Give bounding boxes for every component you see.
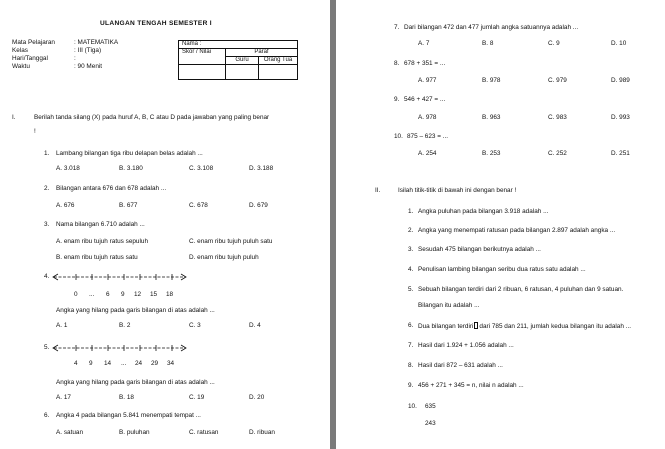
cursor-box-icon [474,322,478,329]
q1-option-c: C. 3.108 [189,165,214,172]
s2-q8-text: Hasil dari 872 – 631 adalah ... [418,362,503,369]
q5-option-a: A. 17 [56,394,71,401]
field-label-date: Hari/Tanggal [12,55,48,62]
q8-text: 678 + 351 = ... [404,60,446,67]
q1-option-a: A. 3.018 [56,165,80,172]
page-left [0,0,330,449]
q1-number: 1. [44,150,50,157]
q6-option-c: C. ratusan [189,429,219,436]
s2-q4-number: 4. [408,266,414,273]
q6-option-b: B. puluhan [119,429,150,436]
q6-option-a: A. satuan [56,429,84,436]
q9-option-a: A. 978 [418,114,437,121]
q10-option-b: B. 253 [482,150,501,157]
q6-text: Angka 4 pada bilangan 5.841 menempati tempat ... [56,412,201,419]
s2-q3-text: Sesudah 475 bilangan berikutnya adalah ... [418,246,541,253]
q2-option-b: B. 677 [119,202,138,209]
q5-nl-label-7: 34 [167,360,175,367]
s2-q4-text: Penulisan lambing bilangan seribu dua ratus satu adalah ... [418,266,586,273]
s2-q5-text: Sebuah bilangan terdiri dari 2 ribuan, 6 ratusan, 4 puluhan dan 9 satuan. [418,286,624,293]
field-value-date: : [74,55,76,62]
q4-nl-label-1: 0 [74,291,78,298]
q4-option-a: A. 1 [56,322,68,329]
section1-number: I. [12,114,16,121]
q4-text: Angka yang hilang pada garis bilangan di atas adalah ... [56,307,215,314]
s2-q7-number: 7. [408,342,414,349]
q3-option-a: A. enam ribu tujuh ratus sepuluh [56,238,149,245]
exam-title: ULANGAN TENGAH SEMESTER I [100,20,212,27]
student-info-box [178,40,298,80]
q5-nl-label-3: 14 [104,360,112,367]
guru-sign-cell [226,65,259,80]
q7-option-c: C. 9 [548,40,560,47]
q4-nl-label-6: 15 [150,291,158,298]
q5-option-c: C. 19 [189,394,205,401]
section1-instruction-end: ! [34,128,36,135]
q5-option-d: D. 20 [249,394,265,401]
q4-option-c: C. 3 [189,322,201,329]
parent-cell: Orang Tua [259,57,298,65]
q6-option-d: D. ribuan [249,429,275,436]
q9-option-d: D. 993 [611,114,630,121]
q2-option-d: D. 679 [249,202,268,209]
q5-option-b: B. 18 [119,394,134,401]
q8-option-a: A. 977 [418,77,437,84]
q6-number: 6. [44,412,50,419]
section1-instruction: Berilah tanda silang (X) pada huruf A, B, C atau D pada jawaban yang paling benar [34,114,270,121]
q4-nl-label-4: 9 [121,291,125,298]
q10-option-a: A. 254 [418,150,437,157]
s2-q5-text2: Bilangan itu adalah ... [418,302,480,309]
s2-q6-text-b: dari 785 dan 211, jumlah kedua bilangan itu adalah ... [479,323,632,330]
field-value-time: : 90 Menit [74,63,103,70]
q2-text: Bilangan antara 676 dan 678 adalah ... [56,185,167,192]
q8-option-b: B. 978 [482,77,501,84]
s2-q7-text: Hasil dari 1.924 + 1.056 adalah ... [418,342,514,349]
s2-q9-number: 9. [408,382,414,389]
s2-q5-number: 5. [408,286,414,293]
q7-option-a: A. 7 [418,40,430,47]
q7-option-b: B. 8 [482,40,494,47]
q4-number: 4. [44,273,50,280]
q5-number-line [52,343,192,353]
q3-number: 3. [44,221,50,228]
field-label-class: Kelas [12,47,28,54]
q8-option-c: C. 979 [548,77,567,84]
q4-nl-label-5: 12 [134,291,142,298]
q8-number: 8. [394,60,400,67]
s2-q1-number: 1. [408,208,414,215]
s2-q3-number: 3. [408,246,414,253]
score-cell: Skor / Nilai [179,49,226,65]
q1-option-d: D. 3.188 [249,165,274,172]
field-value-class: : III (Tiga) [74,47,102,54]
q4-option-b: B. 2 [119,322,131,329]
q10-option-d: D. 251 [611,150,630,157]
s2-q8-number: 8. [408,362,414,369]
q5-nl-label-2: 9 [89,360,93,367]
q9-option-b: B. 963 [482,114,501,121]
q10-text: 875 – 623 = ... [407,133,449,140]
s2-q10-text2: 243 [425,420,436,427]
s2-q10-number: 10. [408,403,417,410]
guru-cell: Guru [226,57,259,65]
q5-nl-label-4: ... [121,360,127,367]
q7-text: Dari bilangan 472 dan 477 jumlah angka satuannya adalah ... [404,24,579,31]
q3-option-c: C. enam ribu tujuh puluh satu [189,238,273,245]
q4-option-d: D. 4 [249,322,261,329]
section2-number: II. [375,187,381,194]
q9-option-c: C. 983 [548,114,567,121]
q10-number: 10. [394,133,403,140]
q5-nl-label-5: 24 [135,360,143,367]
q9-number: 9. [394,96,400,103]
q1-option-b: B. 3.180 [119,165,143,172]
q7-option-d: D. 10 [611,40,627,47]
q2-option-a: A. 676 [56,202,75,209]
q5-number: 5. [44,344,50,351]
s2-q10-text: 635 [425,403,436,410]
q4-nl-label-2: ... [89,291,95,298]
q3-option-d: D. enam ribu tujuh puluh [189,254,259,261]
section2-instruction: Isilah titik-titik di bawah ini dengan benar ! [398,187,517,194]
q5-nl-label-6: 29 [151,360,159,367]
paraf-cell: Paraf [226,49,298,57]
s2-q2-text: Angka yang menempati ratusan pada bilangan 2.897 adalah angka ... [418,227,616,234]
q4-nl-label-3: 6 [106,291,110,298]
q2-option-c: C. 678 [189,202,208,209]
q2-number: 2. [44,185,50,192]
name-cell: Nama : [179,41,298,49]
s2-q6-text [418,322,631,331]
field-label-subject: Mata Pelajaran [12,39,55,46]
q1-text: Lambang bilangan tiga ribu delapan belas adalah ... [56,150,203,157]
q8-option-d: D. 989 [611,77,630,84]
s2-q6-text-a: Dua bilangan terdiri [418,323,474,330]
s2-q9-text: 456 + 271 + 345 = n, nilai n adalah ... [418,382,524,389]
q7-number: 7. [394,24,400,31]
s2-q1-text: Angka puluhan pada bilangan 3.918 adalah ... [418,208,549,215]
q4-nl-label-7: 18 [166,291,174,298]
field-value-subject: : MATEMATIKA [74,39,119,46]
s2-q6-number: 6. [408,322,414,329]
q3-text: Nama bilangan 6.710 adalah ... [56,221,145,228]
s2-q2-number: 2. [408,227,414,234]
q5-nl-label-1: 4 [74,360,78,367]
page-right [336,0,665,449]
q3-option-b: B. enam ribu tujuh ratus satu [56,254,138,261]
q9-text: 546 + 427 = ... [404,96,446,103]
field-label-time: Waktu [12,63,30,70]
q10-option-c: C. 252 [548,150,567,157]
q5-text: Angka yang hilang pada garis bilangan di atas adalah ... [56,379,215,386]
q4-number-line [52,272,192,282]
score-value-cell [179,65,226,80]
parent-sign-cell [259,65,298,80]
